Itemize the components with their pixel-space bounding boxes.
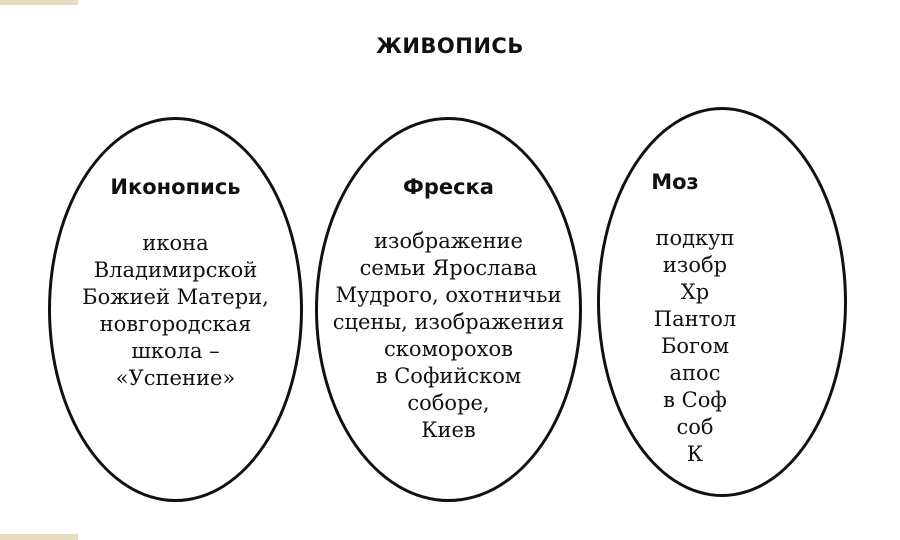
oval-iconography [48,117,303,502]
oval-text: подкуп изобр Хр Пантол Богом апос в Соф соб К [653,226,737,466]
corner-decoration-bottom [0,534,78,540]
oval-mosaic [597,107,847,497]
oval-text: изображение семьи Ярослава Мудрого, охотничьи сцены, изображения скоморохов в Софийском соборе, Киев [332,229,565,442]
oval-fresco [315,117,582,502]
diagram-title: ЖИВОПИСЬ [376,34,524,58]
corner-decoration-top [0,0,78,5]
oval-text: икона Владимирской Божией Матери, новгородская школа – «Успение» [82,231,269,390]
oval-heading: Иконопись [110,175,241,199]
oval-heading: Моз [651,170,699,194]
oval-heading: Фреска [403,175,494,199]
